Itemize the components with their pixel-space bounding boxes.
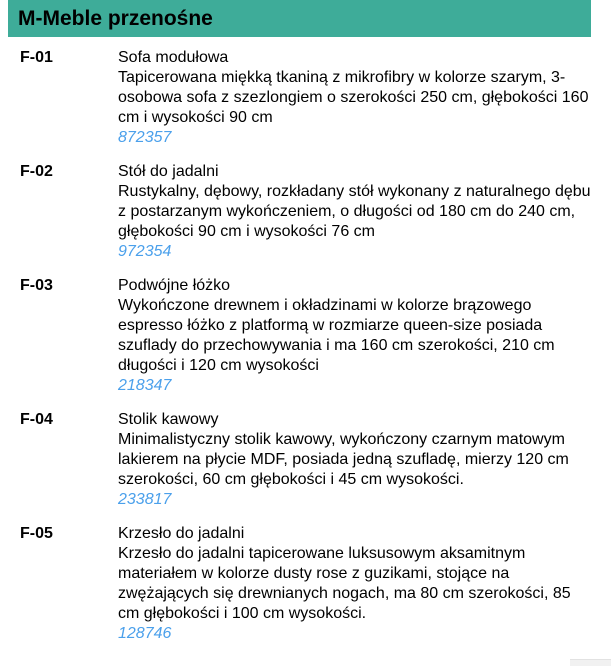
product-details bbox=[118, 48, 596, 148]
product-name: Podwójne łóżko bbox=[118, 277, 231, 294]
product-name: Sofa modułowa bbox=[118, 49, 229, 66]
product-description: Rustykalny, dębowy, rozkładany stół wykonany z naturalnego dębu z postarzanym wykończeniem, o długości od 180 cm do 240 cm, głębokości 90 cm i wysokości 76 cm bbox=[118, 183, 591, 240]
product-name: Krzesło do jadalni bbox=[118, 525, 245, 542]
product-code: F-03 bbox=[20, 277, 53, 294]
product-description: Wykończone drewnem i okładzinami w kolorze brązowego espresso łóżko z platformą w rozmiarze queen-size posiada szuflady do przechowywania i ma 160 cm szerokości, 210 cm długości i 120 cm wysokości bbox=[118, 297, 555, 374]
product-details bbox=[118, 162, 596, 262]
section-header bbox=[8, 0, 591, 37]
product-details bbox=[118, 524, 596, 644]
product-id-link[interactable]: 233817 bbox=[118, 491, 172, 508]
product-description: Tapicerowana miękką tkaniną z mikrofibry w kolorze szarym, 3-osobowa sofa z szezlongiem o szerokości 250 cm, głębokości 160 cm i wysokości 90 cm bbox=[118, 69, 589, 126]
product-id-link[interactable]: 128746 bbox=[118, 625, 172, 642]
product-description: Minimalistyczny stolik kawowy, wykończony czarnym matowym lakierem na płycie MDF, posiada jedną szufladę, mierzy 120 cm szerokości, 60 cm głębokości i 45 cm wysokości. bbox=[118, 431, 569, 488]
product-id-link[interactable]: 218347 bbox=[118, 377, 172, 394]
product-code: F-05 bbox=[20, 525, 53, 542]
product-details bbox=[118, 410, 596, 510]
product-id-link[interactable]: 972354 bbox=[118, 243, 172, 260]
product-code: F-02 bbox=[20, 163, 53, 180]
product-row-f01 bbox=[0, 48, 611, 148]
section-title: M-Meble przenośne bbox=[18, 6, 213, 30]
product-name: Stolik kawowy bbox=[118, 411, 219, 428]
product-id-link[interactable]: 872357 bbox=[118, 129, 172, 146]
product-row-f02 bbox=[0, 162, 611, 262]
product-list bbox=[0, 37, 611, 644]
product-description: Krzesło do jadalni tapicerowane luksusowym aksamitnym materiałem w kolorze dusty rose z guzikami, stojące na zwężających się drewnianych nogach, ma 80 cm szerokości, 85 cm głębokości i 100 cm wysokości. bbox=[118, 545, 571, 622]
product-row-f05 bbox=[0, 524, 611, 644]
product-details bbox=[118, 276, 596, 396]
product-row-f03 bbox=[0, 276, 611, 396]
product-name: Stół do jadalni bbox=[118, 163, 219, 180]
product-code: F-01 bbox=[20, 49, 53, 66]
partial-element-fragment bbox=[570, 659, 611, 666]
product-code: F-04 bbox=[20, 411, 53, 428]
product-row-f04 bbox=[0, 410, 611, 510]
